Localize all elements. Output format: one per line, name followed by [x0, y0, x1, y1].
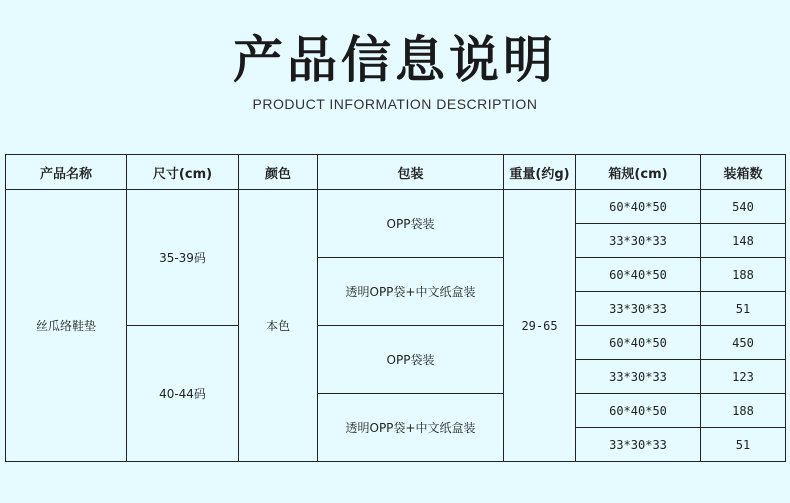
box-spec-cell: 33*30*33	[576, 360, 701, 394]
product-info-table	[5, 154, 786, 462]
header-weight: 重量(约g)	[504, 155, 576, 190]
packaging-cell: OPP袋装	[318, 190, 504, 258]
box-spec-cell: 33*30*33	[576, 292, 701, 326]
table-header-row	[6, 155, 786, 190]
color-cell: 本色	[239, 190, 318, 462]
box-spec-cell: 33*30*33	[576, 224, 701, 258]
box-qty-cell: 188	[701, 258, 786, 292]
table-row	[6, 190, 786, 224]
box-qty-cell: 123	[701, 360, 786, 394]
header-color: 颜色	[239, 155, 318, 190]
page-subtitle: PRODUCT INFORMATION DESCRIPTION	[252, 96, 538, 112]
box-qty-cell: 540	[701, 190, 786, 224]
header-box-spec: 箱规(cm)	[576, 155, 701, 190]
size-cell: 40-44码	[127, 326, 239, 462]
product-name-cell: 丝瓜络鞋垫	[6, 190, 127, 462]
box-spec-cell: 60*40*50	[576, 326, 701, 360]
size-cell: 35-39码	[127, 190, 239, 326]
packaging-cell: 透明OPP袋+中文纸盒装	[318, 394, 504, 462]
header-size: 尺寸(cm)	[127, 155, 239, 190]
box-qty-cell: 450	[701, 326, 786, 360]
header-packaging: 包装	[318, 155, 504, 190]
page-title: 产品信息说明	[233, 31, 557, 89]
box-qty-cell: 51	[701, 428, 786, 462]
header-box-qty: 装箱数	[701, 155, 786, 190]
box-qty-cell: 188	[701, 394, 786, 428]
weight-cell: 29-65	[504, 190, 576, 462]
packaging-cell: 透明OPP袋+中文纸盒装	[318, 258, 504, 326]
header-product-name: 产品名称	[6, 155, 127, 190]
packaging-cell: OPP袋装	[318, 326, 504, 394]
box-spec-cell: 60*40*50	[576, 190, 701, 224]
box-qty-cell: 51	[701, 292, 786, 326]
box-spec-cell: 60*40*50	[576, 258, 701, 292]
box-spec-cell: 33*30*33	[576, 428, 701, 462]
box-spec-cell: 60*40*50	[576, 394, 701, 428]
box-qty-cell: 148	[701, 224, 786, 258]
